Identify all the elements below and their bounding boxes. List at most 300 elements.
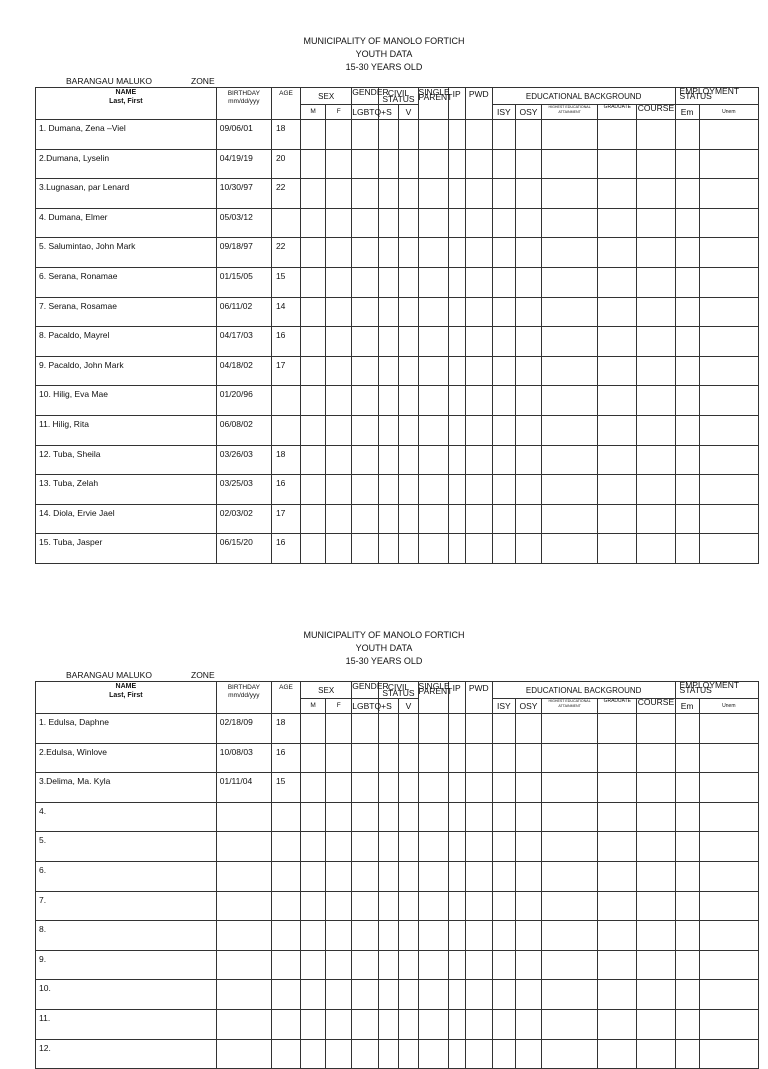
cell-empty — [326, 534, 352, 564]
cell-empty — [515, 475, 541, 505]
cell-empty — [399, 356, 418, 386]
cell-empty — [465, 504, 492, 534]
cell-empty — [465, 238, 492, 268]
cell-empty — [465, 773, 492, 803]
cell-age — [271, 950, 300, 980]
cell-birthday: 02/03/02 — [216, 504, 271, 534]
col-civil-status-header: CIVIL STATUS — [379, 88, 418, 105]
cell-age — [271, 208, 300, 238]
cell-empty — [326, 356, 352, 386]
col-unem-header: Unem — [699, 699, 758, 714]
cell-age — [271, 921, 300, 951]
cell-empty — [675, 832, 699, 862]
cell-empty — [448, 714, 465, 744]
cell-empty — [699, 179, 758, 209]
cell-empty — [465, 297, 492, 327]
cell-empty — [418, 743, 448, 773]
cell-age: 18 — [271, 445, 300, 475]
cell-empty — [301, 475, 326, 505]
cell-empty — [379, 297, 399, 327]
cell-empty — [399, 891, 418, 921]
cell-name: 13. Tuba, Zelah — [36, 475, 217, 505]
cell-empty — [301, 120, 326, 150]
cell-empty — [637, 445, 675, 475]
cell-empty — [418, 504, 448, 534]
col-s-header: S — [379, 105, 399, 120]
cell-empty — [301, 980, 326, 1010]
cell-empty — [326, 921, 352, 951]
cell-empty — [637, 802, 675, 832]
cell-empty — [326, 297, 352, 327]
col-employment-status-header: EMPLOYMENT STATUS — [675, 88, 758, 105]
cell-empty — [515, 297, 541, 327]
cell-empty — [352, 773, 379, 803]
cell-empty — [515, 386, 541, 416]
form-header — [0, 629, 768, 668]
cell-empty — [492, 356, 515, 386]
col-educational-background-header: EDUCATIONAL BACKGROUND — [492, 682, 675, 699]
cell-empty — [418, 1009, 448, 1039]
cell-empty — [675, 208, 699, 238]
cell-name: 2.Edulsa, Winlove — [36, 743, 217, 773]
cell-empty — [418, 297, 448, 327]
municipality-title: MUNICIPALITY OF MANOLO FORTICH — [303, 36, 465, 46]
table-row — [36, 861, 759, 891]
cell-birthday: 04/18/02 — [216, 356, 271, 386]
cell-birthday: 01/20/96 — [216, 386, 271, 416]
cell-empty — [379, 980, 399, 1010]
cell-empty — [418, 714, 448, 744]
cell-empty — [699, 327, 758, 357]
cell-empty — [448, 475, 465, 505]
cell-empty — [326, 120, 352, 150]
cell-age: 15 — [271, 267, 300, 297]
cell-empty — [598, 1009, 637, 1039]
cell-empty — [598, 743, 637, 773]
cell-birthday: 09/06/01 — [216, 120, 271, 150]
cell-birthday: 01/11/04 — [216, 773, 271, 803]
cell-name: 6. — [36, 861, 217, 891]
cell-empty — [542, 120, 598, 150]
cell-empty — [675, 238, 699, 268]
cell-empty — [675, 475, 699, 505]
barangay-label: BARANGAU MALUKO — [66, 670, 152, 680]
cell-empty — [675, 980, 699, 1010]
table-row — [36, 950, 759, 980]
cell-empty — [352, 1039, 379, 1069]
cell-empty — [598, 356, 637, 386]
cell-empty — [352, 179, 379, 209]
cell-empty — [379, 504, 399, 534]
cell-empty — [465, 1009, 492, 1039]
cell-empty — [379, 386, 399, 416]
cell-empty — [542, 327, 598, 357]
cell-empty — [399, 980, 418, 1010]
cell-empty — [418, 179, 448, 209]
cell-empty — [448, 179, 465, 209]
cell-empty — [352, 504, 379, 534]
cell-empty — [515, 773, 541, 803]
cell-empty — [399, 179, 418, 209]
cell-empty — [352, 356, 379, 386]
cell-empty — [379, 921, 399, 951]
cell-empty — [301, 534, 326, 564]
cell-empty — [379, 1039, 399, 1069]
cell-empty — [598, 327, 637, 357]
cell-empty — [399, 386, 418, 416]
cell-empty — [379, 179, 399, 209]
cell-empty — [598, 475, 637, 505]
cell-empty — [675, 445, 699, 475]
cell-empty — [598, 208, 637, 238]
cell-empty — [492, 534, 515, 564]
cell-name: 11. — [36, 1009, 217, 1039]
cell-empty — [699, 149, 758, 179]
cell-empty — [675, 950, 699, 980]
cell-empty — [699, 267, 758, 297]
cell-empty — [492, 386, 515, 416]
cell-name: 7. — [36, 891, 217, 921]
table-row — [36, 149, 759, 179]
cell-name: 10. Hilig, Eva Mae — [36, 386, 217, 416]
cell-empty — [399, 714, 418, 744]
cell-empty — [352, 327, 379, 357]
cell-empty — [675, 179, 699, 209]
cell-empty — [352, 832, 379, 862]
cell-empty — [699, 208, 758, 238]
table-row — [36, 534, 759, 564]
cell-empty — [492, 120, 515, 150]
cell-empty — [492, 861, 515, 891]
cell-empty — [465, 891, 492, 921]
cell-empty — [637, 475, 675, 505]
cell-birthday — [216, 950, 271, 980]
cell-empty — [492, 1039, 515, 1069]
cell-empty — [699, 832, 758, 862]
cell-empty — [699, 950, 758, 980]
cell-empty — [492, 743, 515, 773]
col-single-parent-header: SINGLE PARENT — [418, 88, 448, 120]
cell-empty — [352, 208, 379, 238]
col-isy-header: ISY — [492, 105, 515, 120]
col-isy-header: ISY — [492, 699, 515, 714]
cell-empty — [465, 327, 492, 357]
col-sex-header: SEX — [301, 682, 352, 699]
cell-empty — [492, 802, 515, 832]
cell-empty — [379, 534, 399, 564]
cell-empty — [675, 120, 699, 150]
cell-empty — [637, 1039, 675, 1069]
cell-empty — [399, 921, 418, 951]
municipality-title: MUNICIPALITY OF MANOLO FORTICH — [303, 630, 465, 640]
cell-name: 8. — [36, 921, 217, 951]
cell-age — [271, 1009, 300, 1039]
cell-empty — [448, 267, 465, 297]
cell-empty — [418, 534, 448, 564]
cell-empty — [448, 832, 465, 862]
cell-empty — [637, 179, 675, 209]
cell-empty — [465, 743, 492, 773]
cell-empty — [465, 445, 492, 475]
cell-empty — [399, 861, 418, 891]
cell-empty — [492, 832, 515, 862]
age-range-title: 15-30 YEARS OLD — [345, 62, 423, 72]
cell-empty — [598, 980, 637, 1010]
cell-empty — [542, 950, 598, 980]
cell-empty — [399, 415, 418, 445]
col-birthday-header: BIRTHDAY mm/dd/yyy — [216, 682, 271, 714]
cell-birthday: 05/03/12 — [216, 208, 271, 238]
cell-empty — [301, 445, 326, 475]
col-unem-header: Unem — [699, 105, 758, 120]
cell-name: 12. Tuba, Sheila — [36, 445, 217, 475]
cell-empty — [598, 445, 637, 475]
table-row — [36, 1039, 759, 1069]
col-f-header: F — [326, 699, 352, 714]
cell-empty — [418, 921, 448, 951]
cell-empty — [465, 861, 492, 891]
cell-empty — [675, 714, 699, 744]
cell-empty — [515, 861, 541, 891]
col-graduate-header: GRADUATE — [598, 105, 637, 120]
cell-age: 17 — [271, 504, 300, 534]
cell-birthday — [216, 802, 271, 832]
table-row — [36, 297, 759, 327]
cell-birthday: 03/26/03 — [216, 445, 271, 475]
cell-name: 4. — [36, 802, 217, 832]
cell-empty — [542, 267, 598, 297]
cell-empty — [301, 714, 326, 744]
cell-empty — [448, 534, 465, 564]
table-row — [36, 891, 759, 921]
cell-empty — [542, 1039, 598, 1069]
cell-empty — [492, 980, 515, 1010]
cell-empty — [379, 773, 399, 803]
youth-data-table — [35, 681, 759, 1069]
table-row — [36, 120, 759, 150]
form-header — [0, 35, 768, 74]
cell-birthday: 01/15/05 — [216, 267, 271, 297]
cell-empty — [448, 1009, 465, 1039]
cell-empty — [352, 297, 379, 327]
cell-age — [271, 861, 300, 891]
cell-empty — [448, 773, 465, 803]
cell-empty — [301, 921, 326, 951]
cell-empty — [399, 208, 418, 238]
cell-empty — [699, 386, 758, 416]
cell-empty — [399, 1009, 418, 1039]
cell-age — [271, 415, 300, 445]
cell-empty — [326, 327, 352, 357]
cell-empty — [637, 743, 675, 773]
cell-age: 22 — [271, 179, 300, 209]
cell-empty — [492, 891, 515, 921]
cell-empty — [448, 980, 465, 1010]
cell-empty — [699, 475, 758, 505]
cell-empty — [326, 980, 352, 1010]
cell-empty — [675, 297, 699, 327]
cell-empty — [637, 950, 675, 980]
cell-empty — [492, 327, 515, 357]
cell-empty — [542, 149, 598, 179]
cell-empty — [542, 1009, 598, 1039]
cell-age: 14 — [271, 297, 300, 327]
cell-empty — [326, 267, 352, 297]
cell-age: 18 — [271, 714, 300, 744]
cell-empty — [515, 891, 541, 921]
cell-empty — [448, 297, 465, 327]
cell-name: 5. Salumintao, John Mark — [36, 238, 217, 268]
cell-empty — [326, 445, 352, 475]
cell-empty — [326, 475, 352, 505]
cell-empty — [448, 120, 465, 150]
cell-empty — [326, 179, 352, 209]
table-row — [36, 802, 759, 832]
cell-empty — [675, 921, 699, 951]
cell-empty — [542, 386, 598, 416]
cell-empty — [465, 980, 492, 1010]
cell-empty — [542, 475, 598, 505]
cell-empty — [379, 891, 399, 921]
cell-empty — [515, 504, 541, 534]
cell-empty — [699, 891, 758, 921]
cell-empty — [352, 267, 379, 297]
cell-name: 7. Serana, Rosamae — [36, 297, 217, 327]
cell-empty — [637, 980, 675, 1010]
col-gender-header: GENDER — [352, 682, 379, 699]
cell-empty — [379, 120, 399, 150]
cell-birthday: 04/17/03 — [216, 327, 271, 357]
table-row — [36, 743, 759, 773]
cell-age: 15 — [271, 773, 300, 803]
cell-birthday — [216, 891, 271, 921]
cell-empty — [598, 415, 637, 445]
cell-empty — [399, 238, 418, 268]
cell-empty — [492, 267, 515, 297]
cell-empty — [352, 743, 379, 773]
cell-age — [271, 386, 300, 416]
cell-empty — [515, 120, 541, 150]
table-row — [36, 238, 759, 268]
cell-empty — [448, 415, 465, 445]
cell-empty — [675, 534, 699, 564]
cell-name: 3.Lugnasan, par Lenard — [36, 179, 217, 209]
cell-empty — [448, 1039, 465, 1069]
cell-empty — [492, 950, 515, 980]
cell-age: 16 — [271, 743, 300, 773]
cell-empty — [515, 208, 541, 238]
cell-empty — [379, 832, 399, 862]
cell-empty — [465, 950, 492, 980]
table-row — [36, 356, 759, 386]
cell-empty — [326, 1039, 352, 1069]
cell-empty — [637, 1009, 675, 1039]
cell-age: 17 — [271, 356, 300, 386]
cell-empty — [301, 179, 326, 209]
cell-empty — [418, 832, 448, 862]
cell-name: 2.Dumana, Lyselin — [36, 149, 217, 179]
cell-empty — [326, 1009, 352, 1039]
cell-empty — [418, 445, 448, 475]
cell-empty — [542, 445, 598, 475]
cell-empty — [542, 356, 598, 386]
col-highest-educ-header: HIGHEST EDUCATIONAL ATTAINMENT — [542, 699, 598, 714]
cell-empty — [637, 356, 675, 386]
cell-birthday: 06/11/02 — [216, 297, 271, 327]
cell-empty — [352, 950, 379, 980]
cell-birthday: 02/18/09 — [216, 714, 271, 744]
cell-empty — [515, 832, 541, 862]
cell-empty — [326, 891, 352, 921]
cell-empty — [515, 802, 541, 832]
cell-birthday: 04/19/19 — [216, 149, 271, 179]
cell-empty — [598, 714, 637, 744]
col-v-header: V — [399, 699, 418, 714]
cell-empty — [598, 891, 637, 921]
cell-empty — [465, 179, 492, 209]
cell-empty — [465, 475, 492, 505]
barangay-label: BARANGAU MALUKO — [66, 76, 152, 86]
cell-empty — [598, 950, 637, 980]
cell-empty — [399, 802, 418, 832]
cell-empty — [326, 504, 352, 534]
cell-name: 9. — [36, 950, 217, 980]
cell-name: 3.Delima, Ma. Kyla — [36, 773, 217, 803]
table-row — [36, 386, 759, 416]
cell-empty — [542, 415, 598, 445]
col-osy-header: OSY — [515, 105, 541, 120]
cell-empty — [418, 802, 448, 832]
cell-age — [271, 1039, 300, 1069]
col-em-header: Em — [675, 105, 699, 120]
cell-empty — [515, 238, 541, 268]
cell-empty — [379, 327, 399, 357]
cell-empty — [515, 1039, 541, 1069]
cell-empty — [465, 208, 492, 238]
col-f-header: F — [326, 105, 352, 120]
cell-empty — [352, 802, 379, 832]
col-educational-background-header: EDUCATIONAL BACKGROUND — [492, 88, 675, 105]
cell-empty — [515, 179, 541, 209]
cell-birthday — [216, 921, 271, 951]
cell-empty — [515, 327, 541, 357]
cell-empty — [515, 950, 541, 980]
cell-empty — [492, 179, 515, 209]
cell-empty — [399, 297, 418, 327]
table-row — [36, 267, 759, 297]
cell-name: 11. Hilig, Rita — [36, 415, 217, 445]
col-single-parent-header: SINGLE PARENT — [418, 682, 448, 714]
table-row — [36, 208, 759, 238]
cell-empty — [637, 415, 675, 445]
cell-empty — [515, 356, 541, 386]
cell-empty — [699, 356, 758, 386]
cell-empty — [542, 980, 598, 1010]
cell-empty — [637, 891, 675, 921]
cell-birthday — [216, 1039, 271, 1069]
cell-empty — [699, 534, 758, 564]
cell-empty — [598, 297, 637, 327]
cell-empty — [637, 534, 675, 564]
cell-empty — [352, 120, 379, 150]
table-row — [36, 921, 759, 951]
col-employment-status-header: EMPLOYMENT STATUS — [675, 682, 758, 699]
cell-empty — [352, 980, 379, 1010]
table-row — [36, 445, 759, 475]
cell-empty — [399, 327, 418, 357]
cell-empty — [598, 802, 637, 832]
cell-empty — [699, 1039, 758, 1069]
